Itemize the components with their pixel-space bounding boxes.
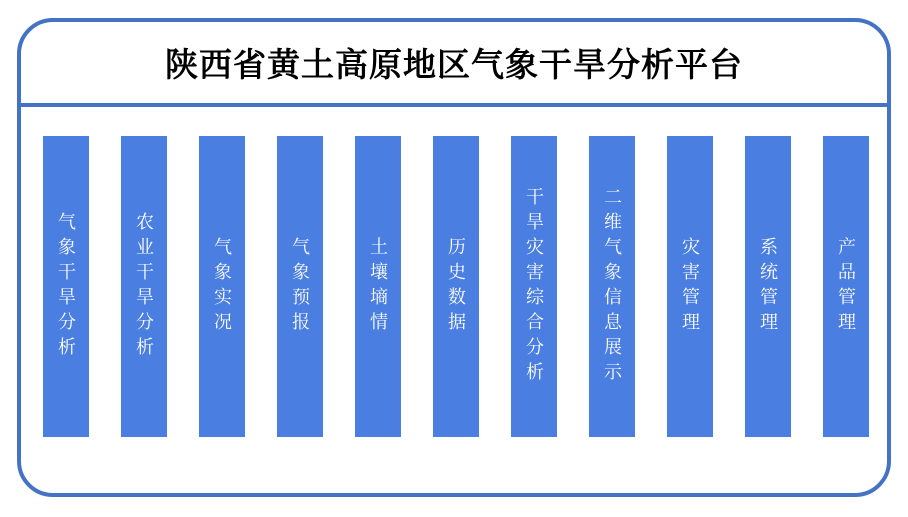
module-bar-disaster-management	[667, 136, 713, 437]
platform-title: 陕西省黄土高原地区气象干旱分析平台	[165, 46, 743, 83]
platform-frame	[17, 18, 891, 497]
modules-row	[21, 107, 887, 437]
module-bar-label: 土壤墒情	[368, 236, 388, 337]
module-bar-2d-weather-info-display	[589, 136, 635, 437]
module-bar-weather-realtime	[199, 136, 245, 437]
module-bar-label: 气象实况	[212, 236, 232, 337]
module-bar-system-management	[745, 136, 791, 437]
module-bar-label: 气象预报	[290, 236, 310, 337]
module-bar-meteorological-drought-analysis	[43, 136, 89, 437]
platform-header	[21, 22, 887, 107]
module-bar-label: 系统管理	[758, 236, 778, 337]
module-bar-weather-forecast	[277, 136, 323, 437]
module-bar-label: 灾害管理	[680, 236, 700, 337]
module-bar-label: 干旱灾害综合分析	[524, 186, 544, 387]
module-bar-label: 气象干旱分析	[56, 211, 76, 362]
module-bar-historical-data	[433, 136, 479, 437]
module-bar-agricultural-drought-analysis	[121, 136, 167, 437]
module-bar-label: 二维气象信息展示	[602, 186, 622, 387]
module-bar-label: 农业干旱分析	[134, 211, 154, 362]
module-bar-label: 产品管理	[836, 236, 856, 337]
module-bar-drought-disaster-comprehensive-analysis	[511, 136, 557, 437]
module-bar-product-management	[823, 136, 869, 437]
module-bar-soil-moisture	[355, 136, 401, 437]
module-bar-label: 历史数据	[446, 236, 466, 337]
